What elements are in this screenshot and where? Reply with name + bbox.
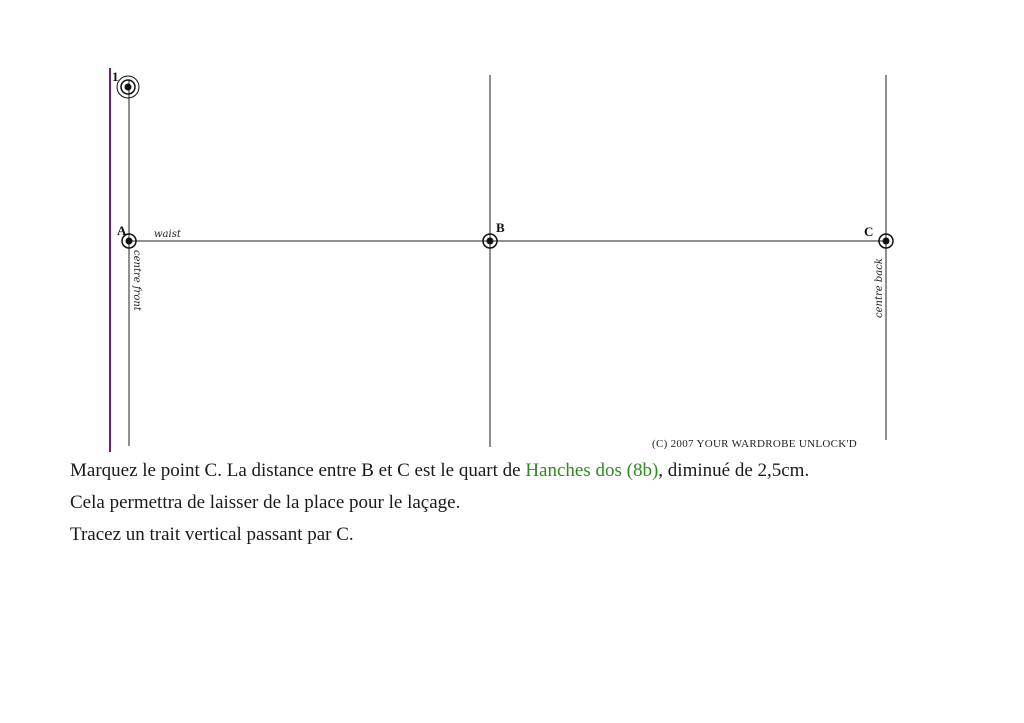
point-1-marker [117, 76, 139, 98]
instruction-line-2: Cela permettra de laisser de la place pour le laçage. [70, 492, 461, 513]
point-b-label: B [496, 220, 505, 235]
centre-front-label: centre front [131, 250, 142, 311]
copyright-text: (C) 2007 YOUR WARDROBE UNLOCK'D [652, 438, 858, 450]
instruction-line-1 [70, 455, 970, 487]
centre-back-label: centre back [874, 258, 885, 318]
point-1-label: 1 [112, 69, 119, 84]
point-c-label: C [864, 224, 874, 239]
line1-prefix: Marquez le point C. La distance entre B et C est le quart de [70, 460, 526, 481]
instruction-line-3: Tracez un trait vertical passant par C. [70, 524, 354, 545]
instructions [70, 455, 970, 551]
line1-suffix: , diminué de 2,5cm. [658, 460, 810, 481]
waist-label: waist [154, 229, 181, 240]
point-a-label: A [117, 223, 127, 238]
hanches-dos-link[interactable]: Hanches dos (8b) [525, 460, 659, 481]
